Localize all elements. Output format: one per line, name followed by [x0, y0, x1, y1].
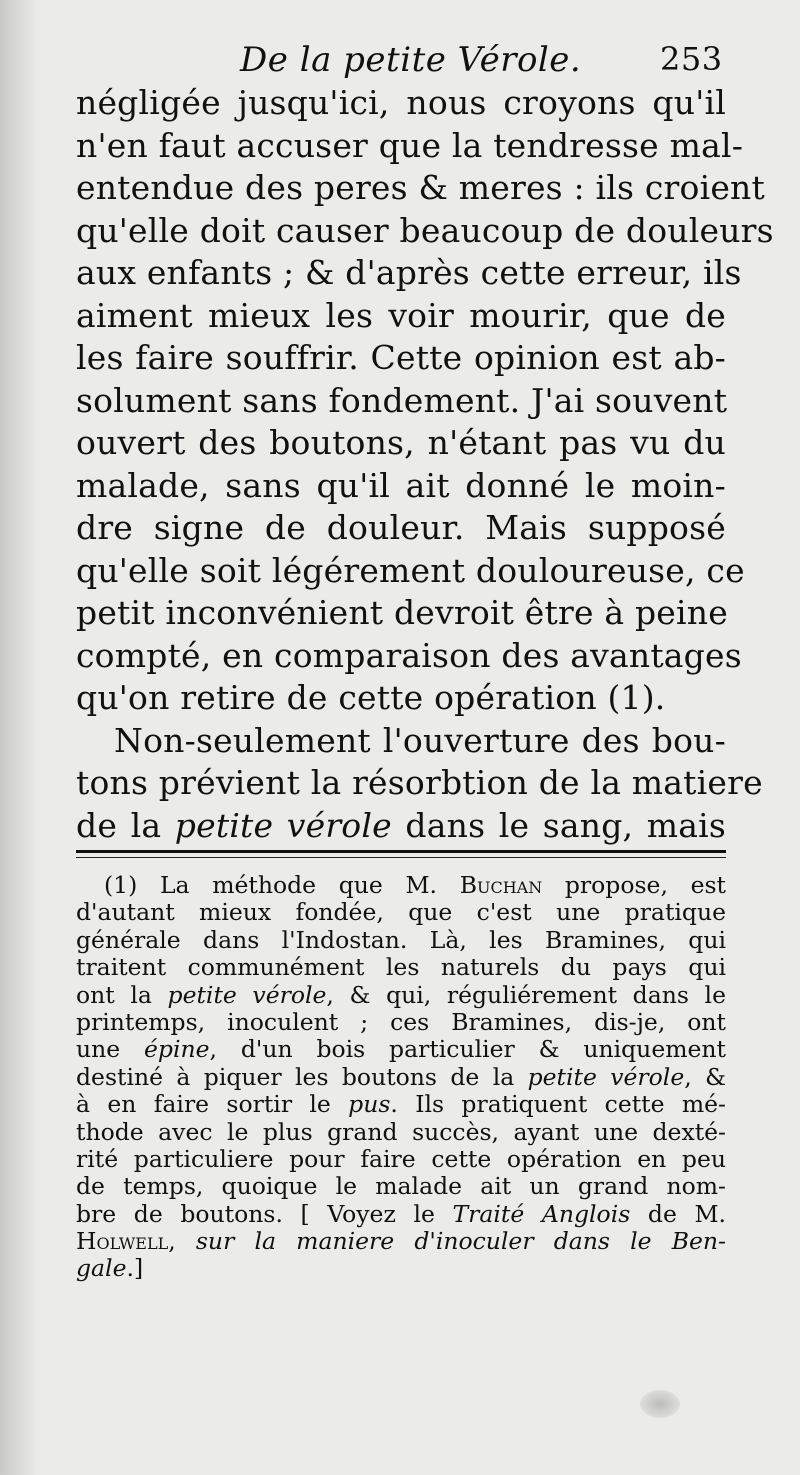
main-text	[76, 82, 774, 847]
italic-term: petite vérole	[167, 980, 327, 1009]
text-span: propose, est	[542, 871, 727, 899]
text-line: solument sans fondement. J'ai souvent	[76, 380, 728, 420]
italic-term: pus	[348, 1090, 391, 1119]
text-line: les faire souffrir. Cette opinion est ab-	[76, 338, 726, 377]
footnote-rule	[76, 850, 726, 858]
footnote-line: générale dans l'Indostan. Là, les Bramines, qui	[76, 925, 726, 954]
text-line: n'en faut accuser que la tendresse mal-	[76, 125, 744, 165]
text-span: , &	[684, 1062, 726, 1091]
italic-title: Traité Anglois	[452, 1199, 631, 1228]
gutter-shadow	[0, 0, 38, 1475]
text-line: entendue des peres & meres : ils croient	[76, 168, 765, 207]
text-line: qu'elle doit causer beaucoup de douleurs	[76, 210, 774, 250]
text-line: qu'on retire de cette opération (1).	[76, 678, 666, 717]
text-span: une	[76, 1035, 145, 1064]
text-span: à en faire sortir le	[76, 1090, 349, 1119]
footnote-line: thode avec le plus grand succès, ayant une dexté-	[76, 1117, 726, 1146]
text-line: petit inconvénient devroit être à peine	[76, 593, 728, 632]
footnote-line	[76, 1255, 726, 1282]
footnote-line	[76, 1064, 726, 1091]
text-line: qu'elle soit légérement douloureuse, ce	[76, 550, 745, 590]
italic-term: épine	[144, 1035, 210, 1064]
paper-smudge	[640, 1390, 680, 1418]
text-line: aiment mieux les voir mourir, que de	[76, 295, 726, 335]
text-span: , & qui, réguliérement dans le	[326, 980, 726, 1009]
footnote-line	[76, 1091, 726, 1118]
italic-title: sur la maniere d'inoculer dans le Ben-	[195, 1227, 726, 1256]
author-name: Holwell	[76, 1227, 169, 1256]
footnote-line: d'autant mieux fondée, que c'est une pratique	[76, 898, 726, 927]
footnote-line	[76, 982, 726, 1009]
text-span: bre de boutons. [ Voyez le	[76, 1199, 453, 1228]
text-line: malade, sans qu'il ait donné le moin-	[76, 465, 726, 505]
footnote-line	[76, 1201, 726, 1228]
italic-term: petite vérole	[174, 805, 392, 845]
text-span: , d'un bois particulier & uniquement	[209, 1035, 726, 1064]
italic-term: petite vérole	[527, 1062, 685, 1091]
text-span: de la	[76, 805, 175, 845]
footnote	[76, 872, 726, 1283]
footnote-line	[76, 1228, 726, 1255]
running-title: De la petite Vérole.	[240, 40, 582, 80]
footnote-line	[76, 872, 726, 899]
italic-title: gale	[76, 1254, 127, 1283]
text-span: dans le sang, mais	[391, 805, 727, 845]
text-span: (1) La méthode que M.	[104, 871, 460, 899]
text-span: destiné à piquer les boutons de la	[76, 1062, 528, 1091]
text-line: dre signe de douleur. Mais supposé	[76, 508, 726, 547]
text-line: ouvert des boutons, n'étant pas vu du	[76, 423, 726, 462]
footnote-line: rité particuliere pour faire cette opération en peu	[76, 1144, 726, 1173]
text-span: . Ils pratiquent cette mé-	[390, 1090, 727, 1119]
text-line	[76, 805, 726, 848]
text-line: tons prévient la résorbtion de la matiere	[76, 763, 763, 802]
text-span: ont la	[76, 980, 168, 1009]
author-name: Buchan	[459, 871, 543, 899]
text-line: aux enfants ; & d'après cette erreur, ils	[76, 253, 742, 292]
text-span: .]	[126, 1254, 144, 1283]
text-span: ,	[168, 1227, 196, 1256]
page-number: 253	[660, 40, 723, 78]
paragraph-first-line: Non-seulement l'ouverture des bou-	[114, 720, 726, 760]
text-line: négligée jusqu'ici, nous croyons qu'il	[76, 83, 726, 122]
footnote-line	[76, 1036, 726, 1063]
text-span: de M.	[630, 1199, 726, 1228]
text-line: compté, en comparaison des avantages	[76, 635, 742, 675]
footnote-line: traitent communément les naturels du pays qui	[76, 953, 726, 982]
footnote-line: printemps, inoculent ; ces Bramines, dis-je, ont	[76, 1007, 726, 1036]
footnote-line: de temps, quoique le malade ait un grand nom-	[76, 1172, 726, 1201]
